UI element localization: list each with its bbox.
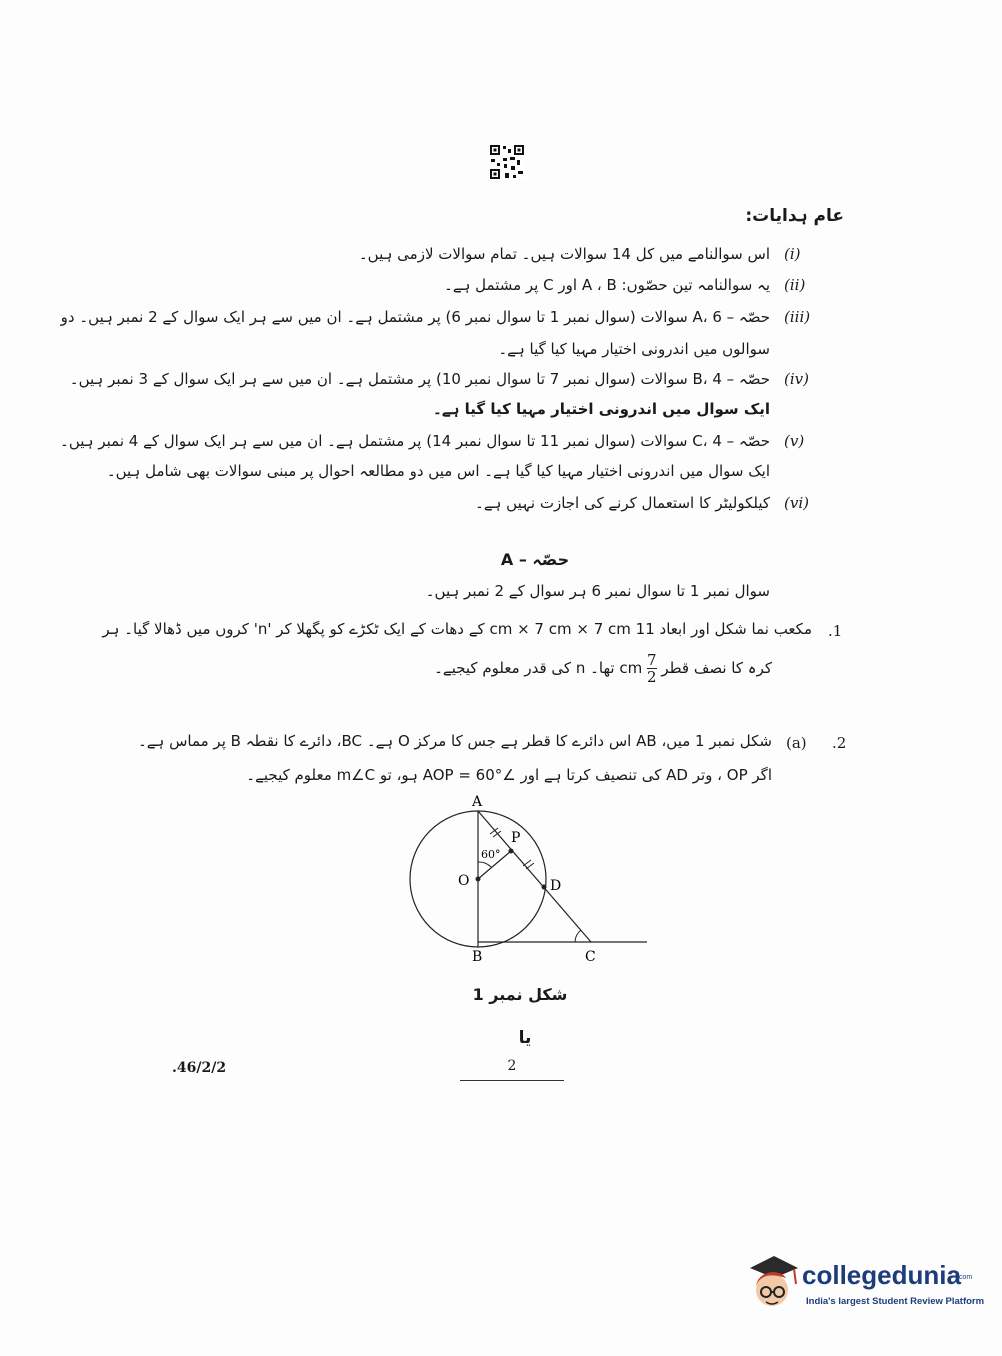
instruction-text: یہ سوالنامہ تین حصّوں: A ، B اور C پر مشتمل ہے۔ [444, 276, 770, 294]
label-p: P [511, 830, 521, 846]
question-number: .1 [828, 622, 843, 640]
paper-code: .46/2/2 [172, 1060, 227, 1076]
question-1-text-line2 [434, 652, 772, 685]
point-d [542, 885, 547, 890]
instruction-text: کیلکولیٹر کا استعمال کرنے کی اجازت نہیں ہے۔ [475, 494, 770, 512]
section-title: حصّہ – A [500, 550, 570, 569]
instruction-text: سوالوں میں اندرونی اختیار مہیا کیا گیا ہے۔ [498, 340, 770, 358]
label-c: C [585, 949, 596, 965]
question-2-text: شکل نمبر 1 میں، AB اس دائرے کا قطر ہے جس کا مرکز O ہے۔ BC، دائرے کا نقطہ B پر مماس ہے۔ [137, 732, 772, 750]
collegedunia-logo [742, 1250, 985, 1320]
instruction-text: اس سوالنامے میں کل 14 سوالات ہیں۔ تمام سوالات لازمی ہیں۔ [358, 245, 770, 263]
mascot-icon [742, 1250, 802, 1320]
general-instructions-heading: عام ہدایات: [745, 206, 844, 226]
logo-brand: collegedunia [802, 1260, 961, 1290]
instruction-number: (v) [784, 432, 805, 450]
instruction-number: (ii) [784, 276, 806, 294]
label-d: D [550, 878, 562, 894]
label-o: O [458, 873, 470, 889]
page-number: 2 [460, 1058, 564, 1081]
instruction-item [180, 245, 820, 269]
point-p [509, 849, 514, 854]
instruction-number: (iii) [784, 308, 811, 326]
point-o [476, 877, 481, 882]
question-2-text-line2: اگر OP ، وتر AD کی تنصیف کرتا ہے اور ∠AOP = 60° ہو، تو m∠C معلوم کیجیے۔ [246, 766, 772, 784]
instruction-text: حصّہ – B، 4 سوالات (سوال نمبر 7 تا سوال نمبر 10) پر مشتمل ہے۔ ان میں سے ہر ایک سوال کے 3 نمبر ہیں۔ [69, 370, 770, 388]
instruction-text: ایک سوال میں اندرونی اختیار مہیا کیا گیا ہے۔ [433, 400, 770, 418]
label-b: B [472, 949, 483, 965]
instruction-item [60, 308, 820, 364]
instruction-text: حصّہ – C، 4 سوالات (سوال نمبر 11 تا سوال نمبر 14) پر مشتمل ہے۔ ان میں سے ہر ایک سوال کے 4 نمبر ہیں۔ [60, 432, 770, 450]
or-separator: یا [518, 1028, 532, 1048]
instruction-item [180, 494, 820, 518]
instruction-item [180, 276, 820, 300]
logo-domain: .com [957, 1274, 973, 1281]
question-1-end-text: cm تھا۔ n کی قدر معلوم کیجیے۔ [434, 659, 643, 677]
question-number: .2 [832, 734, 847, 752]
instruction-number: (iv) [784, 370, 809, 388]
label-angle: 60° [481, 848, 501, 861]
section-note: سوال نمبر 1 تا سوال نمبر 6 ہر سوال کے 2 نمبر ہیں۔ [425, 582, 770, 600]
question-1-text: مکعب نما شکل اور ابعاد 11 cm × 7 cm × 7 cm کے دھات کے ایک ٹکڑے کو پگھلا کر 'n' کروں میں ڈھالا گیا۔ ہر [102, 620, 812, 638]
question-1-radius-text: کرہ کا نصف قطر [661, 659, 772, 677]
instruction-number: (i) [784, 245, 801, 263]
figure-caption: شکل نمبر 1 [472, 985, 568, 1004]
logo-tagline: India's largest Student Review Platform [806, 1296, 985, 1307]
instruction-text: ایک سوال میں اندرونی اختیار مہیا کیا گیا ہے۔ اس میں دو مطالعہ احوال پر مبنی سوالات بھی شامل ہیں۔ [106, 462, 770, 480]
fraction-numerator: 7 [646, 651, 657, 669]
instruction-text: حصّہ – A، 6 سوالات (سوال نمبر 1 تا سوال نمبر 6) پر مشتمل ہے۔ ان میں سے ہر ایک سوال کے 2 نمبر ہیں۔ دو [60, 308, 770, 326]
instruction-item [60, 432, 820, 488]
qr-code-icon [489, 144, 525, 180]
fraction [647, 652, 657, 685]
fraction-denominator: 2 [646, 668, 657, 686]
instruction-number: (vi) [784, 494, 809, 512]
circle-geometry-figure [395, 790, 655, 970]
label-a: A [472, 794, 483, 810]
instruction-item [69, 370, 820, 426]
question-part: (a) [786, 734, 807, 752]
